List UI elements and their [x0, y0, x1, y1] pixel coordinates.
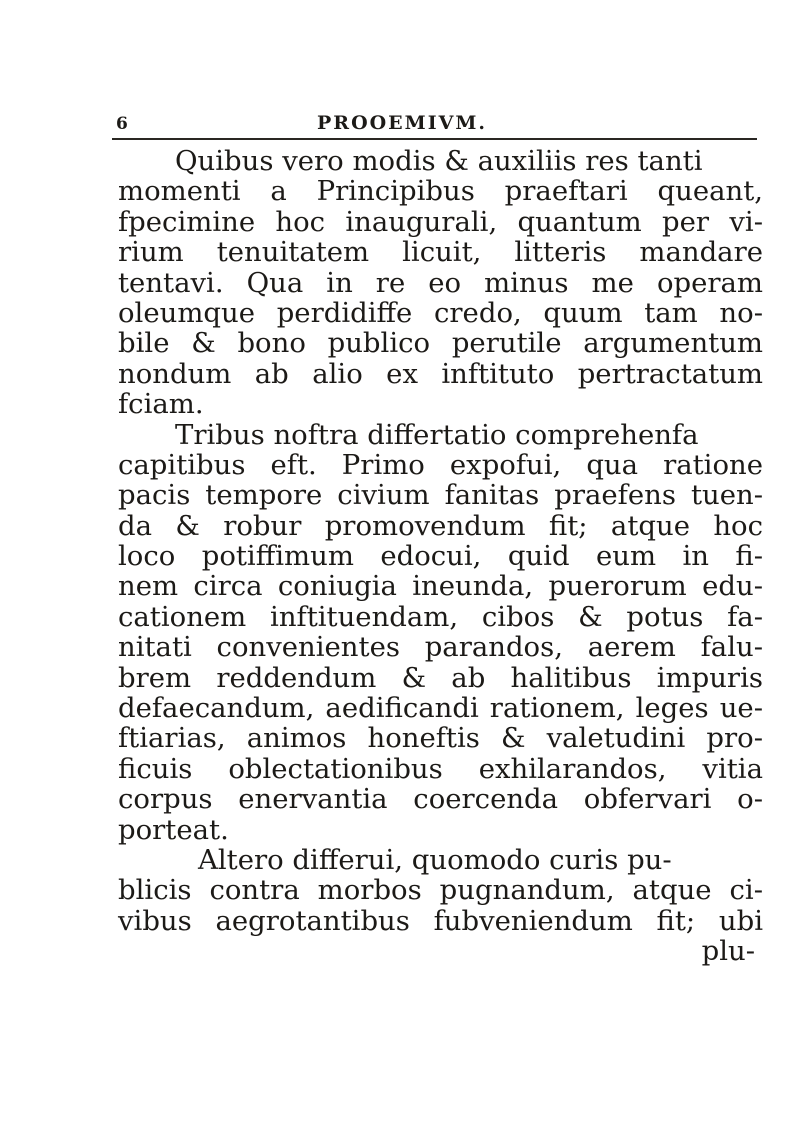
text-line: momenti a Principibus praeftari queant,	[118, 175, 763, 208]
header-rule	[112, 138, 757, 140]
text-line: Altero differui, quomodo curis pu-	[198, 843, 672, 876]
text-line: ftiarias, animos honeftis & valetudini pro-	[118, 722, 763, 755]
running-head: PROOEMIVM.	[317, 112, 487, 134]
text-line: tentavi. Qua in re eo minus me operam	[118, 266, 763, 299]
text-line: blicis contra morbos pugnandum, atque ci-	[118, 874, 763, 907]
page-number: 6	[116, 114, 129, 134]
text-line: cationem inftituendam, cibos & potus fa-	[118, 600, 763, 633]
text-line: pacis tempore civium fanitas praefens tuen-	[118, 479, 763, 512]
text-line: ficuis oblectationibus exhilarandos, vitia	[118, 752, 763, 785]
text-line: porteat.	[118, 813, 229, 846]
text-line: nem circa coniugia ineunda, puerorum edu-	[118, 570, 763, 603]
text-line: da & robur promovendum fit; atque hoc	[118, 509, 763, 542]
page-header	[112, 110, 757, 136]
text-line: vibus aegrotantibus fubveniendum fit; ubi	[118, 904, 763, 937]
text-line: nitati convenientes parandos, aerem falu-	[118, 631, 763, 664]
text-line: fpecimine hoc inaugurali, quantum per vi-	[118, 205, 763, 238]
catchword: plu-	[701, 935, 755, 968]
text-line: rium tenuitatem licuit, litteris mandare	[118, 236, 763, 269]
text-line: nondum ab alio ex inftituto pertractatum	[118, 357, 763, 390]
text-line: defaecandum, aedificandi rationem, leges ue-	[118, 692, 763, 725]
text-line: brem reddendum & ab halitibus impuris	[118, 661, 763, 694]
text-line: Quibus vero modis & auxiliis res tanti	[175, 145, 703, 177]
text-line: corpus enervantia coercenda obfervari o-	[118, 783, 763, 816]
text-line: Tribus noftra differtatio comprehenfa	[175, 418, 699, 451]
text-line: bile & bono publico perutile argumentum	[118, 327, 763, 360]
text-line: fciam.	[118, 388, 204, 421]
text-line: oleumque perdidiffe credo, quum tam no-	[118, 296, 763, 329]
text-line: loco potiffimum edocui, quid eum in fi-	[118, 540, 763, 573]
text-line: capitibus eft. Primo expofui, qua ratione	[118, 448, 763, 481]
body-text	[118, 146, 763, 967]
